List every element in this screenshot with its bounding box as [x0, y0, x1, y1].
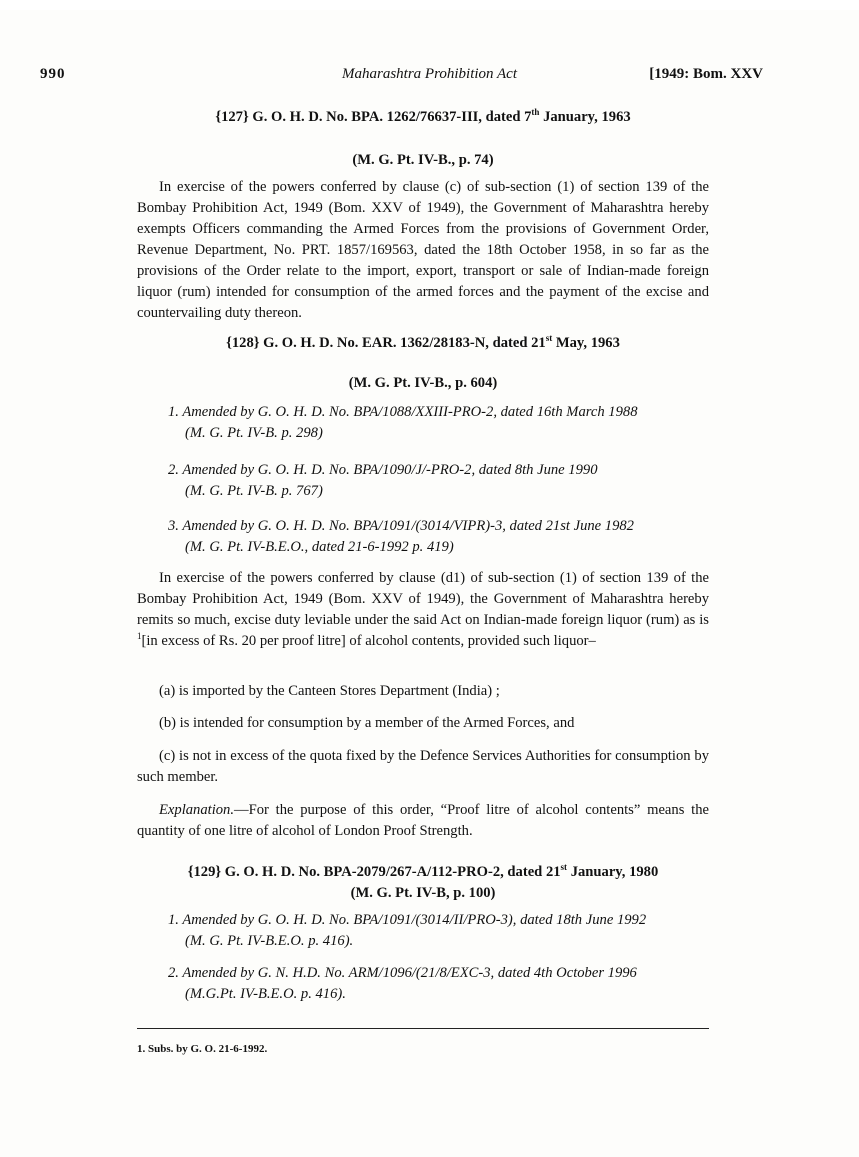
s128-gazette-ref: (M. G. Pt. IV-B., p. 604): [348, 375, 498, 391]
s129-gazette-ref: (M. G. Pt. IV-B, p. 100): [350, 885, 496, 901]
s128-explanation: Explanation.—For the purpose of this order, “Proof litre of alcohol contents” means the quantity of one litre of alcohol of London Proof Strength.: [137, 802, 709, 839]
s128-heading: {128} G. O. H. D. No. EAR. 1362/28183-N, dated 21st May, 1963: [226, 333, 620, 351]
footnote: 1. Subs. by G. O. 21-6-1992.: [137, 1043, 268, 1055]
act-reference: [1949: Bom. XXV: [649, 66, 763, 82]
s128-amendment-2: 2. Amended by G. O. H. D. No. BPA/1090/J/-PRO-2, dated 8th June 1990 (M. G. Pt. IV-B. p. 767): [168, 462, 598, 499]
top-margin: [0, 0, 859, 10]
s127-paragraph: In exercise of the powers conferred by clause (c) of sub-section (1) of section 139 of the Bombay Prohibition Act, 1949 (Bom. XXV of 1949), the Government of Maharashtra hereby exempts Officers commanding the Armed Forces from the provisions of Government Order, Revenue Department, No. PRT. 1857/169563, dated the 18th October 1958, in so far as the provisions of the Order relate to the import, export, transport or sale of Indian-made foreign liquor (rum) intended for consumption of the armed forces and the payment of the excise and countervailing duty thereon.: [137, 179, 709, 321]
s129-heading: {129} G. O. H. D. No. BPA-2079/267-A/112-PRO-2, dated 21st January, 1980: [187, 862, 659, 880]
page-number: 990: [40, 66, 66, 82]
running-title: Maharashtra Prohibition Act: [341, 66, 517, 82]
s128-item-b: (b) is intended for consumption by a member of the Armed Forces, and: [159, 715, 575, 731]
s127-gazette-ref: (M. G. Pt. IV-B., p. 74): [352, 152, 494, 168]
s128-amendment-1: 1. Amended by G. O. H. D. No. BPA/1088/XXIII-PRO-2, dated 16th March 1988 (M. G. Pt. IV-B. p. 298): [168, 404, 638, 441]
footnote-marker: 1: [137, 631, 142, 642]
s129-amendment-2: 2. Amended by G. N. H.D. No. ARM/1096/(21/8/EXC-3, dated 4th October 1996 (M.G.Pt. IV-B.E.O. p. 416).: [168, 965, 637, 1002]
s128-amendment-3: 3. Amended by G. O. H. D. No. BPA/1091/(3014/VIPR)-3, dated 21st June 1982 (M. G. Pt. IV-B.E.O., dated 21-6-1992 p. 419): [168, 518, 634, 555]
s128-item-c: (c) is not in excess of the quota fixed by the Defence Services Authorities for consumption by such member.: [137, 748, 709, 785]
s127-heading: {127} G. O. H. D. No. BPA. 1262/76637-III, dated 7th January, 1963: [215, 107, 631, 125]
s128-item-a: (a) is imported by the Canteen Stores Department (India) ;: [159, 683, 500, 699]
footnote-divider: [137, 1028, 709, 1029]
s128-paragraph: In exercise of the powers conferred by clause (d1) of sub-section (1) of section 139 of the Bombay Prohibition Act, 1949 (Bom. XXV of 1949), the Government of Maharashtra hereby remits so much, excise duty leviable under the said Act on Indian-made foreign liquor (rum) as is $^1$[in excess of Rs. 20 per proof litre] of alcohol contents, provided such liquor–: [137, 570, 709, 649]
s129-amendment-1: 1. Amended by G. O. H. D. No. BPA/1091/(3014/II/PRO-3), dated 18th June 1992 (M. G. Pt. IV-B.E.O. p. 416).: [168, 912, 647, 949]
